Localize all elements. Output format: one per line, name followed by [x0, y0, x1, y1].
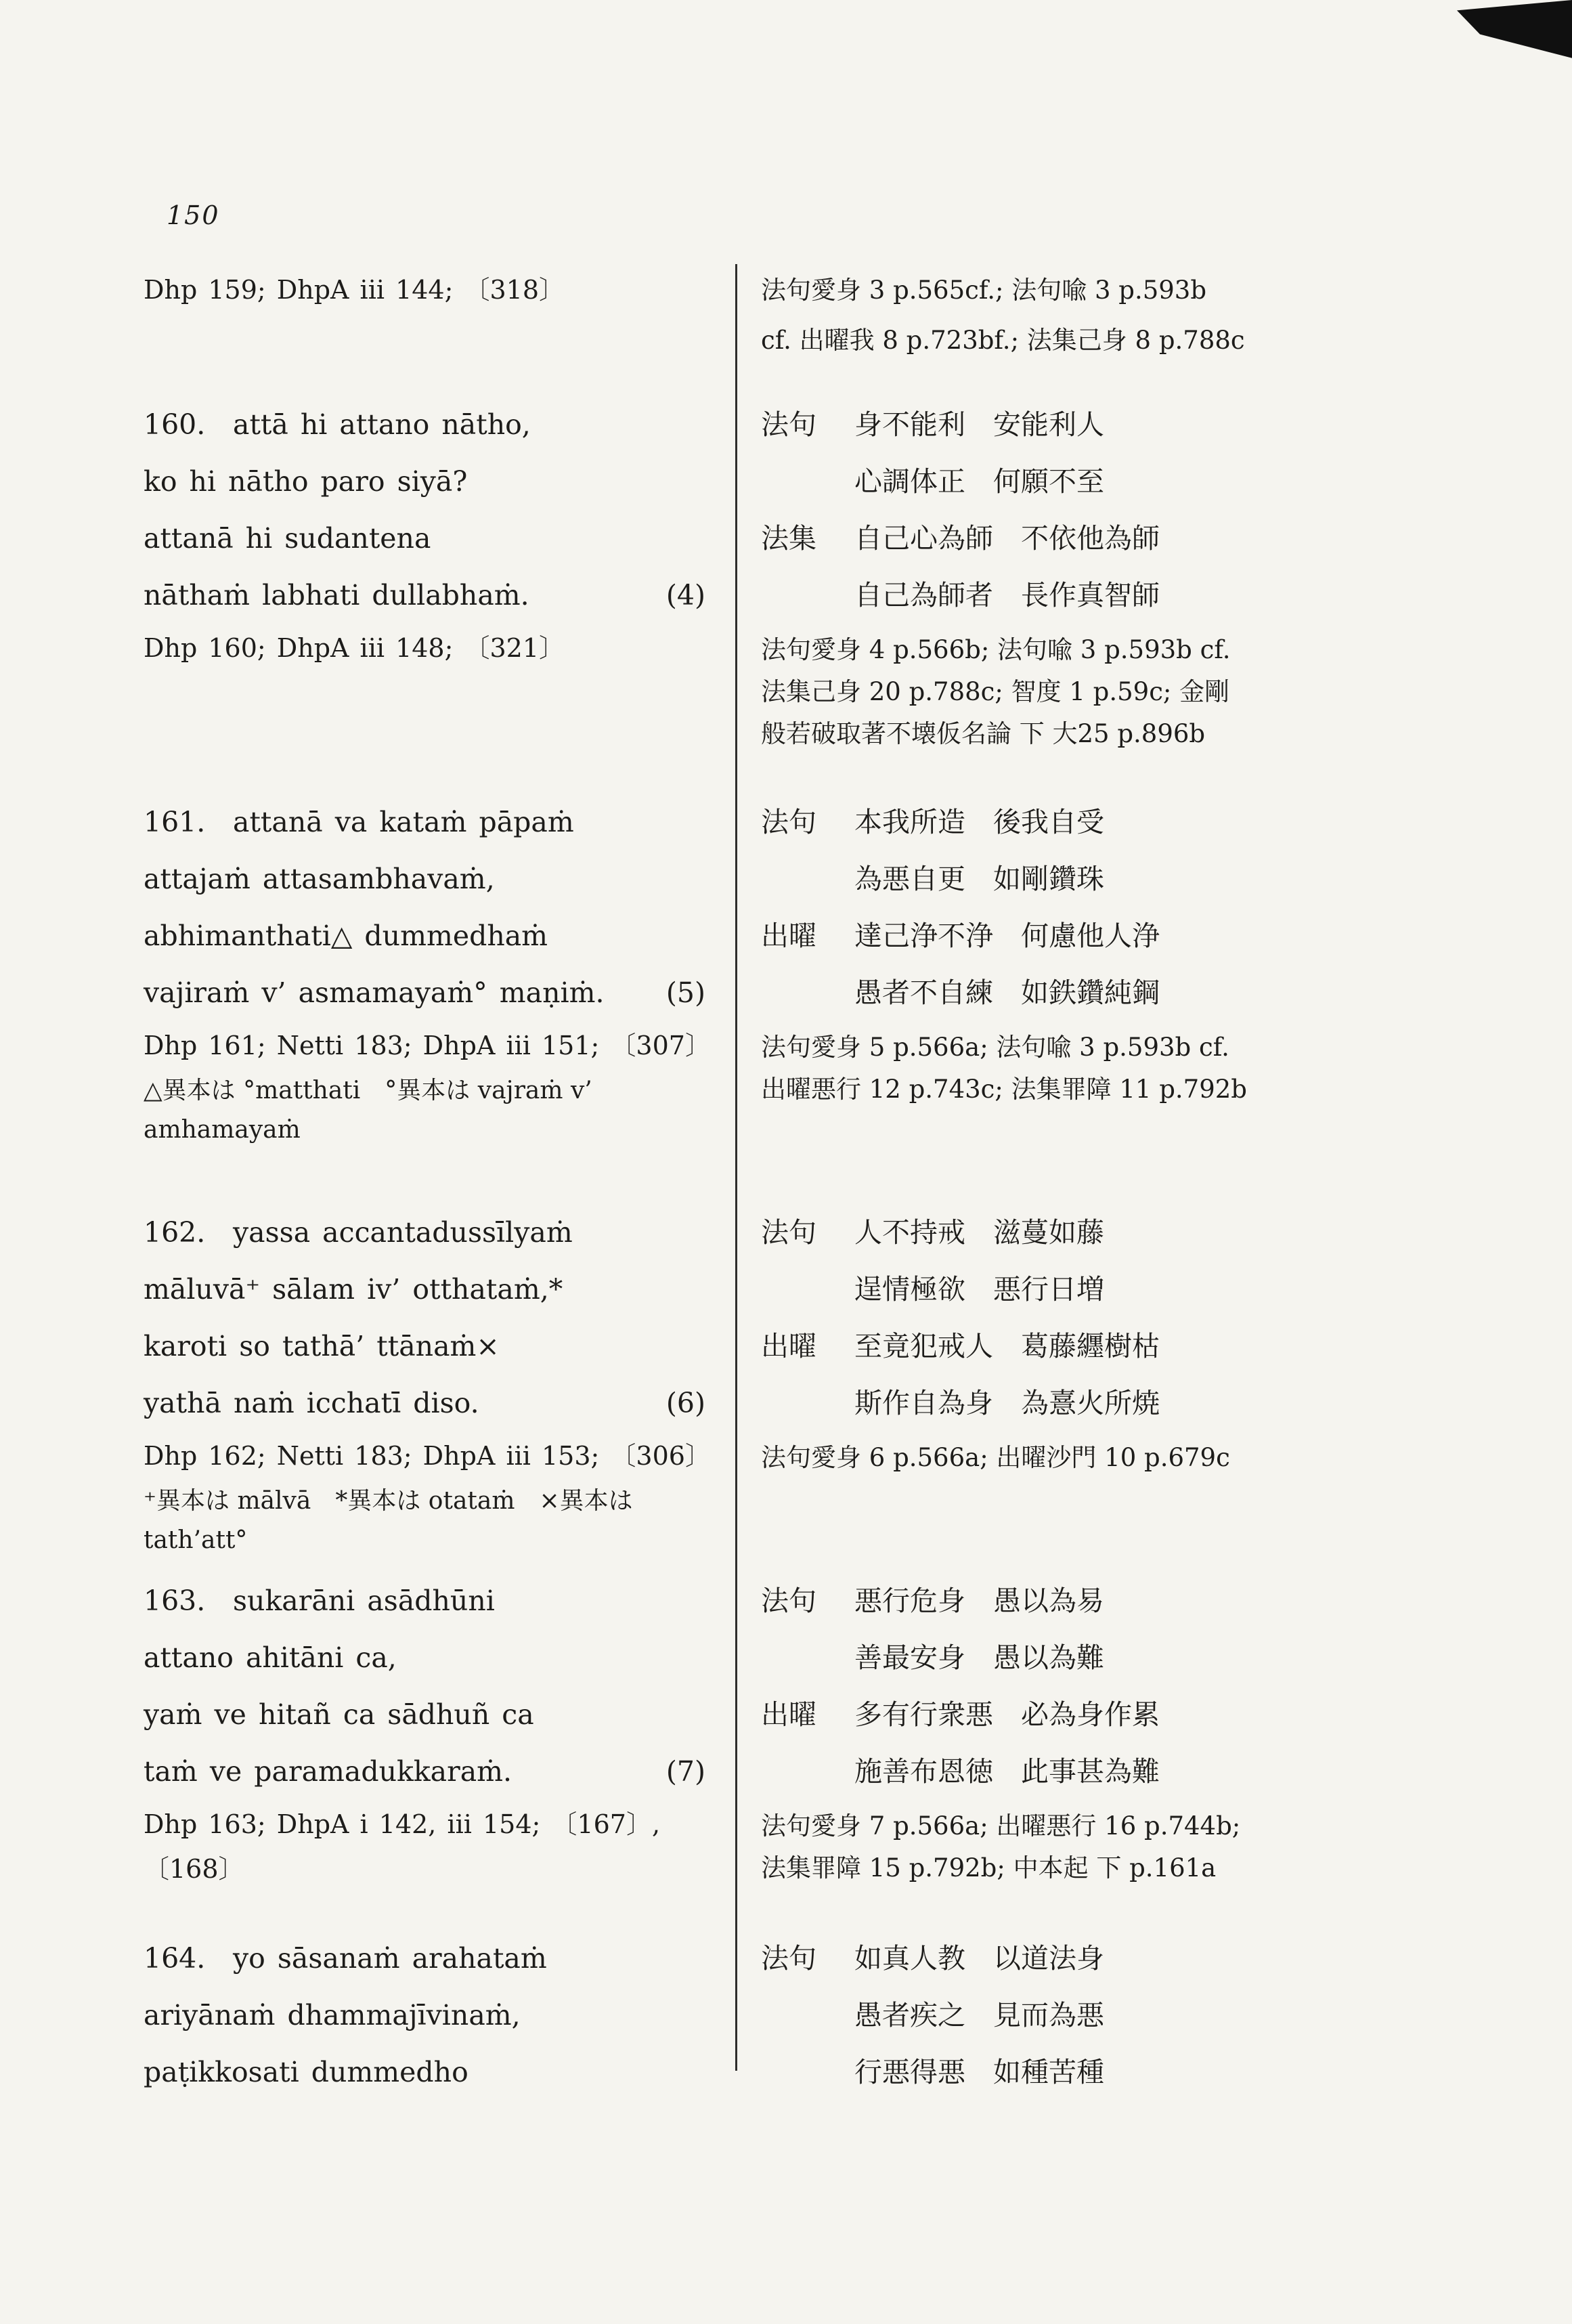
pali-citation: 〔168〕	[144, 1854, 244, 1884]
verse-number: 164.	[144, 1942, 206, 1975]
cn-verse-text: 如真人教 以道法身	[854, 1942, 1104, 1975]
cn-reference: 般若破取著不壊仮名論 下 大25 p.896b	[761, 719, 1206, 748]
entry-163-left	[144, 1572, 705, 1889]
cn-verse-line	[761, 1204, 1546, 1261]
pali-verse-line	[144, 1572, 705, 1629]
cn-reference-block	[761, 1437, 1546, 1479]
pali-text: vajiraṁ v’ asmamayaṁ° maṇiṁ.	[144, 976, 605, 1009]
pali-verse-line: attajaṁ attasambhavaṁ,	[144, 863, 495, 895]
cn-verse-line	[761, 567, 1546, 624]
entry-159-right	[761, 265, 1546, 366]
cn-source-label: 法句	[761, 1585, 816, 1617]
cn-verse-line	[761, 1686, 1546, 1743]
pali-citation: Dhp 159; DhpA iii 144; 〔318〕	[144, 275, 565, 305]
cn-source-label: 法句	[761, 1216, 816, 1249]
pali-text: yathā naṁ icchatī diso.	[144, 1387, 479, 1419]
pali-citation: Dhp 163; DhpA i 142, iii 154; 〔167〕,	[144, 1809, 661, 1839]
cn-reference: 法句愛身 5 p.566a; 法句喩 3 p.593b cf.	[761, 1033, 1229, 1062]
cn-verse-line	[761, 1318, 1546, 1375]
cn-verse-line	[761, 1629, 1546, 1686]
cn-verse-text: 愚者疾之 見而為悪	[854, 1999, 1104, 2031]
cn-verse-line	[761, 453, 1546, 510]
cn-source-label: 出曜	[761, 920, 816, 952]
cn-reference: 法句愛身 6 p.566a; 出曜沙門 10 p.679c	[761, 1443, 1230, 1472]
cn-reference: 法句愛身 3 p.565cf.; 法句喩 3 p.593b	[761, 276, 1207, 305]
cn-verse-text: 自己為師者 長作真智師	[854, 579, 1160, 611]
entry-162-right	[761, 1204, 1546, 1479]
pali-verse-line	[144, 1930, 705, 1987]
variant-note: tath’att°	[144, 1526, 248, 1554]
cn-verse-line	[761, 1987, 1546, 2044]
cn-verse-line	[761, 1572, 1546, 1629]
pali-verse-line	[144, 1375, 705, 1432]
pali-text: attanā va kataṁ pāpaṁ	[233, 806, 574, 838]
cn-verse-line	[761, 907, 1546, 964]
cn-source-label: 法句	[761, 806, 816, 838]
pali-verse-line	[144, 1743, 705, 1800]
pali-text: sukarāni asādhūni	[233, 1585, 495, 1617]
cn-source-label: 出曜	[761, 1698, 816, 1731]
variant-note: △異本は °matthati °異本は vajraṁ v’	[144, 1077, 592, 1104]
verse-count: (5)	[665, 976, 705, 1009]
cn-verse-line	[761, 396, 1546, 453]
entry-160-right	[761, 396, 1546, 755]
cn-reference-block	[761, 629, 1546, 755]
pali-text: nāthaṁ labhati dullabhaṁ.	[144, 579, 529, 611]
cn-verse-text: 行悪得悪 如種苦種	[854, 2056, 1104, 2088]
cn-verse-text: 斯作自為身 為憙火所焼	[854, 1387, 1160, 1419]
cn-reference: 法句愛身 4 p.566b; 法句喩 3 p.593b cf.	[761, 635, 1231, 664]
cn-verse-text: 本我所造 後我自受	[854, 806, 1104, 838]
pali-verse-line	[144, 567, 705, 624]
entry-159-left	[144, 270, 705, 310]
cn-verse-line	[761, 794, 1546, 851]
pali-verse-line: ariyānaṁ dhammajīvinaṁ,	[144, 1999, 521, 2031]
entry-160-left	[144, 396, 705, 668]
pali-verse-line: ko hi nātho paro siyā?	[144, 465, 468, 498]
cn-verse-line	[761, 510, 1546, 567]
cn-verse-text: 達己浄不浄 何慮他人浄	[854, 920, 1160, 952]
cn-source-label: 出曜	[761, 1330, 816, 1362]
entry-164-left	[144, 1930, 705, 2101]
entry-163-right	[761, 1572, 1546, 1889]
entry-162-left	[144, 1204, 711, 1560]
cn-verse-text: 為悪自更 如剛鑽珠	[854, 863, 1104, 895]
pali-verse-line	[144, 1204, 705, 1261]
cn-reference-block	[761, 1805, 1546, 1889]
cn-verse-text: 人不持戒 滋蔓如藤	[854, 1216, 1104, 1249]
cn-verse-line	[761, 1375, 1546, 1432]
pali-citation: Dhp 162; Netti 183; DhpA iii 153; 〔306〕	[144, 1441, 711, 1471]
pali-verse-line: attanā hi sudantena	[144, 522, 431, 555]
pali-verse-line: yaṁ ve hitañ ca sādhuñ ca	[144, 1698, 534, 1731]
entry-164-right	[761, 1930, 1546, 2101]
cn-source-label: 法集	[761, 522, 816, 555]
cn-verse-line	[761, 851, 1546, 907]
cn-verse-text: 至竟犯戒人 葛藤纒樹枯	[854, 1330, 1160, 1362]
verse-number: 163.	[144, 1585, 206, 1617]
pali-verse-line	[144, 964, 705, 1021]
cn-verse-line	[761, 2044, 1546, 2101]
cn-verse-text: 逞情極欲 悪行日増	[854, 1273, 1104, 1306]
verse-count: (6)	[665, 1387, 705, 1419]
cn-verse-text: 悪行危身 愚以為易	[854, 1585, 1104, 1617]
variant-notes	[144, 1071, 705, 1150]
pali-citation: Dhp 160; DhpA iii 148; 〔321〕	[144, 633, 565, 663]
verse-count: (7)	[665, 1755, 705, 1788]
entry-161-left	[144, 794, 711, 1150]
cn-verse-line	[761, 1743, 1546, 1800]
cn-verse-line	[761, 1261, 1546, 1318]
page-number: 150	[167, 200, 220, 230]
verse-count: (4)	[665, 579, 705, 611]
cn-verse-line	[761, 1930, 1546, 1987]
pali-verse-line: māluvā⁺ sālam iv’ otthataṁ,*	[144, 1273, 563, 1306]
cn-verse-text: 愚者不自練 如鉄鑽純鋼	[854, 976, 1160, 1009]
pali-verse-line	[144, 794, 705, 851]
variant-note: ⁺異本は mālvā *異本は otataṁ ×異本は	[144, 1487, 633, 1515]
verse-number: 160.	[144, 408, 206, 441]
pali-verse-line	[144, 396, 705, 453]
cn-reference: 法集己身 20 p.788c; 智度 1 p.59c; 金剛	[761, 677, 1230, 706]
cn-reference: 出曜悪行 12 p.743c; 法集罪障 11 p.792b	[761, 1075, 1247, 1104]
cn-reference: 法句愛身 7 p.566a; 出曜悪行 16 p.744b;	[761, 1811, 1241, 1841]
verse-number: 162.	[144, 1216, 206, 1249]
cn-verse-text: 善最安身 愚以為難	[854, 1641, 1104, 1674]
pali-verse-line: paṭikkosati dummedho	[144, 2056, 468, 2088]
pali-citation: Dhp 161; Netti 183; DhpA iii 151; 〔307〕	[144, 1031, 711, 1060]
verse-number: 161.	[144, 806, 206, 838]
pali-text: yassa accantadussīlyaṁ	[233, 1216, 573, 1249]
cn-reference: cf. 出曜我 8 p.723bf.; 法集己身 8 p.788c	[761, 326, 1245, 355]
cn-verse-line	[761, 964, 1546, 1021]
pali-text: attā hi attano nātho,	[233, 408, 531, 441]
cn-verse-text: 心調体正 何願不至	[854, 465, 1104, 498]
pali-verse-line: karoti so tathā’ ttānaṁ×	[144, 1330, 500, 1362]
entry-161-right	[761, 794, 1546, 1111]
variant-notes	[144, 1482, 705, 1560]
cn-reference-block	[761, 1027, 1546, 1111]
pali-verse-line: attano ahitāni ca,	[144, 1641, 397, 1674]
cn-verse-text: 施善布恩徳 此事甚為難	[854, 1755, 1160, 1788]
cn-verse-text: 自己心為師 不依他為師	[854, 522, 1160, 555]
cn-verse-text: 身不能利 安能利人	[854, 408, 1104, 441]
variant-note: amhamayaṁ	[144, 1116, 301, 1144]
cn-source-label: 法句	[761, 408, 816, 441]
scan-corner-artifact	[1457, 0, 1572, 74]
cn-reference: 法集罪障 15 p.792b; 中本起 下 p.161a	[761, 1853, 1217, 1882]
pali-text: yo sāsanaṁ arahataṁ	[233, 1942, 547, 1975]
column-divider	[735, 264, 737, 2071]
cn-verse-text: 多有行衆悪 必為身作累	[854, 1698, 1160, 1731]
pali-verse-line: abhimanthati△ dummedhaṁ	[144, 920, 548, 952]
cn-source-label: 法句	[761, 1942, 816, 1975]
pali-text: taṁ ve paramadukkaraṁ.	[144, 1755, 512, 1788]
